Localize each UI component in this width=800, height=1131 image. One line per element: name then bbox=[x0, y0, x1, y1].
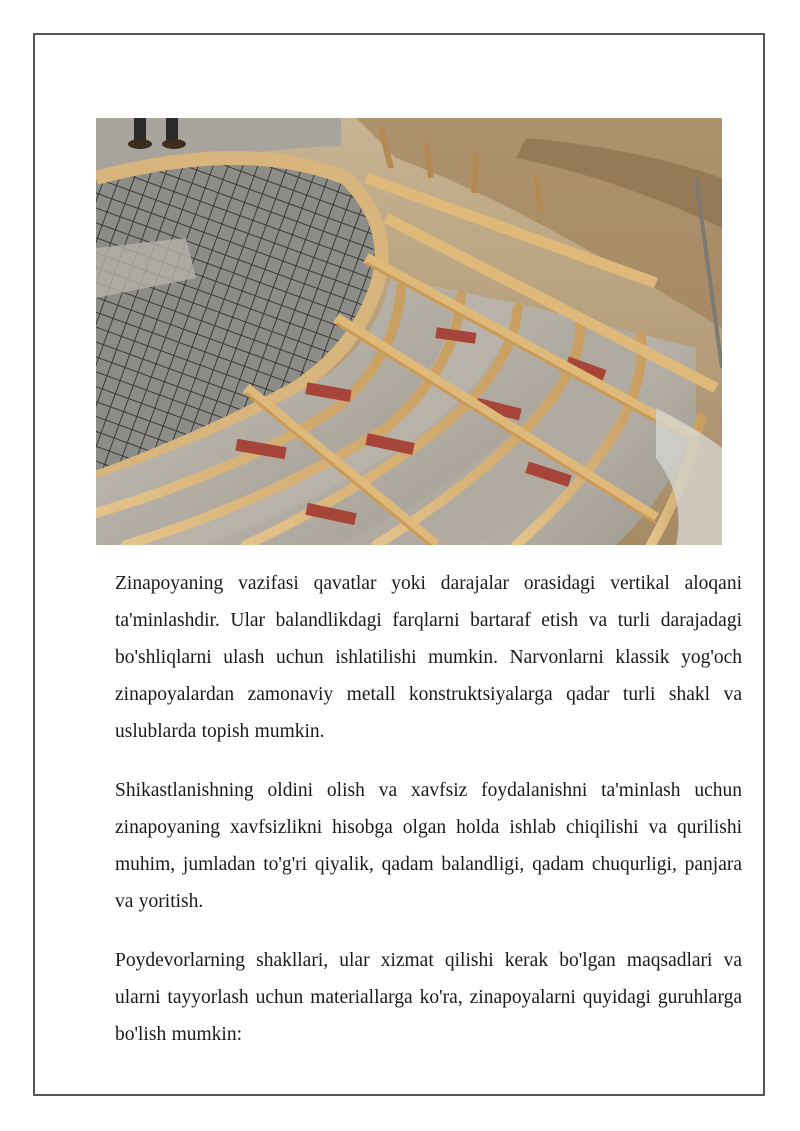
paragraph-stair-function: Zinapoyaning vazifasi qavatlar yoki darajalar orasidagi vertikal aloqani ta'minlashdir. Ular balandlikdagi farqlarni bartaraf etish va turli darajadagi bo'shliqlarni ulash uchun ishlatilishi mumkin. Narvonlarni klassik yog'och zinapoyalardan zamonaviy metall konstruktsiyalarga qadar turli shakl va uslublarda topish mumkin. bbox=[115, 573, 742, 742]
body-text bbox=[115, 565, 742, 1075]
construction-photo-icon bbox=[96, 118, 722, 545]
paragraph-stair-classification: Poydevorlarning shakllari, ular xizmat qilishi kerak bo'lgan maqsadlari va ularni tayyorlash uchun materiallarga ko'ra, zinapoyalarni quyidagi guruhlarga bo'lish mumkin: bbox=[115, 950, 742, 1045]
paragraph-stair-safety: Shikastlanishning oldini olish va xavfsiz foydalanishni ta'minlash uchun zinapoyaning xavfsizlikni hisobga olgan holda ishlab chiqilishi va qurilishi muhim, jumladan to'g'ri qiyalik, qadam balandligi, qadam chuqurligi, panjara va yoritish. bbox=[115, 780, 742, 912]
staircase-formwork-photo bbox=[96, 118, 722, 545]
